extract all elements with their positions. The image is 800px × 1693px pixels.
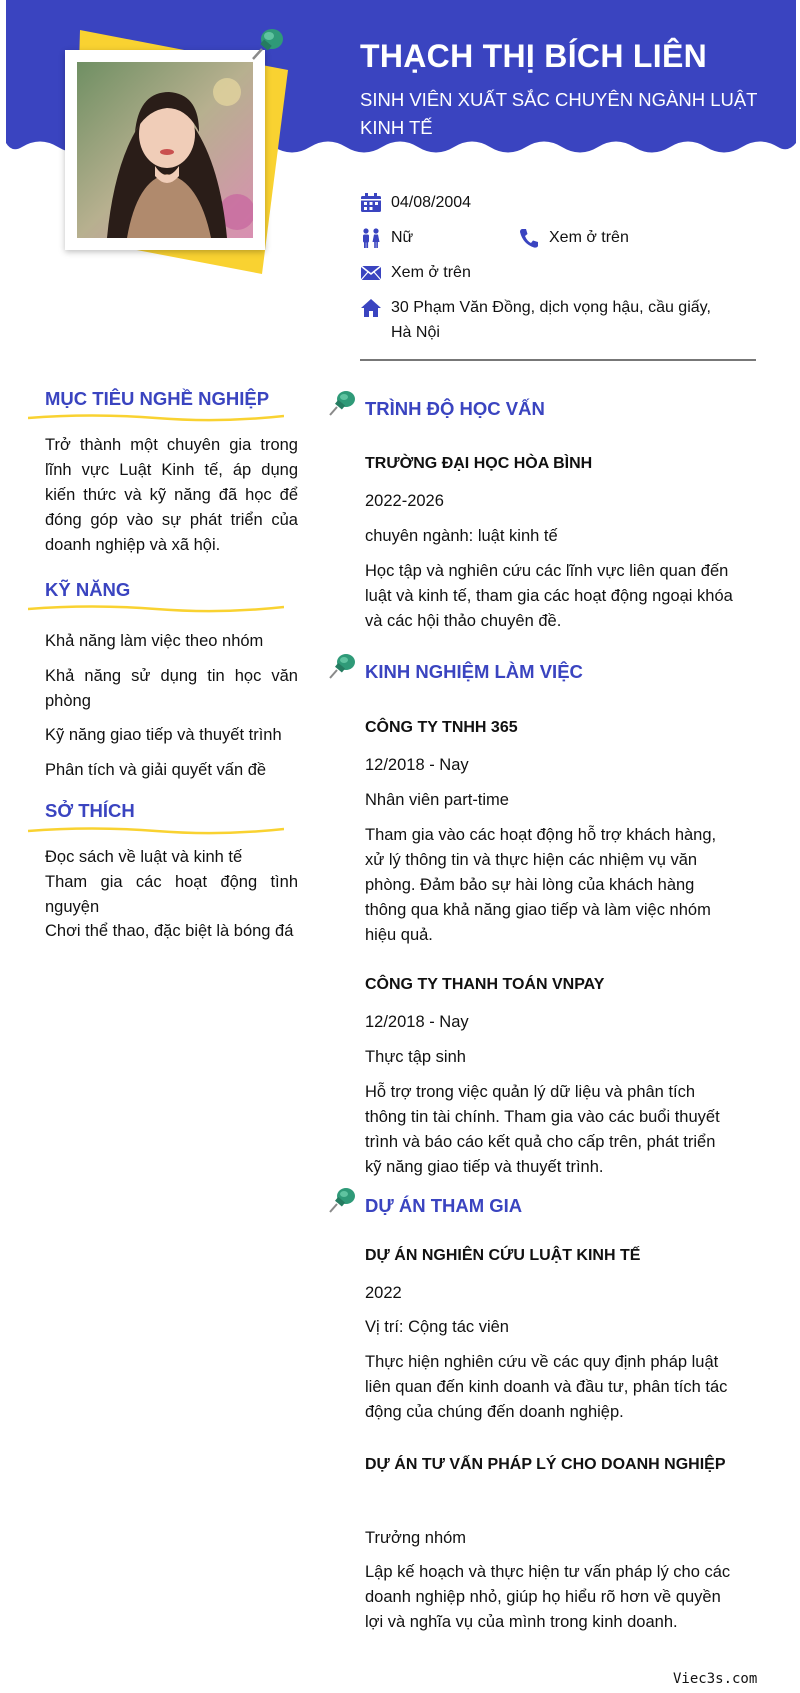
job-company: CÔNG TY THANH TOÁN VNPAY xyxy=(365,976,605,993)
hobby-item: Tham gia các hoạt động tình nguyện xyxy=(45,873,298,916)
pushpin-icon xyxy=(328,651,358,681)
project-role: Trưởng nhóm xyxy=(365,1529,467,1547)
profile-photo-block xyxy=(40,28,300,278)
school-name: TRƯỜNG ĐẠI HỌC HÒA BÌNH xyxy=(365,455,593,472)
contact-divider xyxy=(360,359,756,361)
avatar xyxy=(77,62,253,238)
skill-item: Kỹ năng giao tiếp và thuyết trình xyxy=(45,726,282,744)
project-period: 2022 xyxy=(365,1284,402,1302)
skill-item: Phân tích và giải quyết vấn đề xyxy=(45,761,267,779)
email-icon xyxy=(360,263,382,283)
phone-icon xyxy=(518,228,540,248)
objective-title: MỤC TIÊU NGHỀ NGHIỆP xyxy=(45,388,270,409)
phone-value: Xem ở trên xyxy=(549,229,629,246)
job-role: Nhân viên part-time xyxy=(365,791,509,809)
watermark-brand: Viec3s.com xyxy=(673,1671,758,1687)
address-row xyxy=(360,298,720,345)
project-description: Lập kế hoạch và thực hiện tư vấn pháp lý cho các doanh nghiệp nhỏ, giúp họ hiểu rõ hơn về quyền lợi và nghĩa vụ của mình trong kinh doanh. xyxy=(365,1563,731,1631)
candidate-title: SINH VIÊN XUẤT SẮC CHUYÊN NGÀNH LUẬT KINH TẾ xyxy=(360,89,758,138)
education-description: Học tập và nghiên cứu các lĩnh vực liên quan đến luật và kinh tế, tham gia các hoạt động ngoại khóa và các hội thảo chuyên đề. xyxy=(365,562,733,630)
hobby-item: Đọc sách về luật và kinh tế xyxy=(45,848,243,866)
skills-title: KỸ NĂNG xyxy=(45,579,131,600)
photo-frame xyxy=(65,50,265,250)
gender-value: Nữ xyxy=(391,229,414,246)
hobby-item: Chơi thể thao, đặc biệt là bóng đá xyxy=(45,922,294,940)
gender-row xyxy=(360,228,413,250)
home-icon xyxy=(360,298,382,318)
skill-item: Khả năng sử dụng tin học văn phòng xyxy=(45,667,298,710)
hobbies-title: SỞ THÍCH xyxy=(45,800,135,821)
skill-item: Khả năng làm việc theo nhóm xyxy=(45,632,264,650)
job-description: Tham gia vào các hoạt động hỗ trợ khách hàng, xử lý thông tin và thực hiện các nhiệm vụ văn phòng. Đảm bảo sự hài lòng của khách hàng thông qua khả năng giao tiếp và làm việc nhóm hiệu quả. xyxy=(365,826,717,944)
skills-underline xyxy=(28,604,284,614)
pushpin-icon xyxy=(248,24,288,64)
projects-title: DỰ ÁN THAM GIA xyxy=(365,1195,523,1216)
project-name: DỰ ÁN TƯ VẤN PHÁP LÝ CHO DOANH NGHIỆP xyxy=(365,1456,726,1473)
email-row xyxy=(360,263,471,285)
objective-underline xyxy=(28,413,284,423)
calendar-icon xyxy=(360,193,382,213)
job-period: 12/2018 - Nay xyxy=(365,1013,469,1031)
education-title: TRÌNH ĐỘ HỌC VẤN xyxy=(365,398,545,419)
email-value: Xem ở trên xyxy=(391,264,471,281)
address-value: 30 Phạm Văn Đồng, dịch vọng hậu, cầu giấy, Hà Nội xyxy=(391,299,711,341)
project-name: DỰ ÁN NGHIÊN CỨU LUẬT KINH TẾ xyxy=(365,1247,641,1264)
pushpin-icon xyxy=(328,388,358,418)
education-period: 2022-2026 xyxy=(365,492,444,510)
pushpin-icon xyxy=(328,1185,358,1215)
job-period: 12/2018 - Nay xyxy=(365,756,469,774)
hobbies-underline xyxy=(28,826,284,836)
experience-title: KINH NGHIỆM LÀM VIỆC xyxy=(365,661,583,682)
birthdate-row xyxy=(360,193,471,215)
job-company: CÔNG TY TNHH 365 xyxy=(365,719,518,736)
gender-icon xyxy=(360,228,382,248)
candidate-name: THẠCH THỊ BÍCH LIÊN xyxy=(360,38,708,74)
project-role: Vị trí: Cộng tác viên xyxy=(365,1318,509,1336)
objective-text: Trở thành một chuyên gia trong lĩnh vực Luật Kinh tế, áp dụng kiến thức và kỹ năng đã học để đóng góp vào sự phát triển của doanh nghiệp và xã hội. xyxy=(45,436,298,554)
phone-row xyxy=(518,228,629,250)
job-description: Hỗ trợ trong việc quản lý dữ liệu và phân tích thông tin tài chính. Tham gia vào các buổi thuyết trình và báo cáo kết quả cho cấp trên, phát triển kỹ năng giao tiếp và thuyết trình. xyxy=(365,1083,720,1176)
job-role: Thực tập sinh xyxy=(365,1048,466,1066)
education-major: chuyên ngành: luật kinh tế xyxy=(365,527,558,545)
project-description: Thực hiện nghiên cứu về các quy định pháp luật liên quan đến kinh doanh và đầu tư, phân tích tác động của chúng đến doanh nghiệp. xyxy=(365,1353,728,1421)
birthdate-value: 04/08/2004 xyxy=(391,194,472,211)
